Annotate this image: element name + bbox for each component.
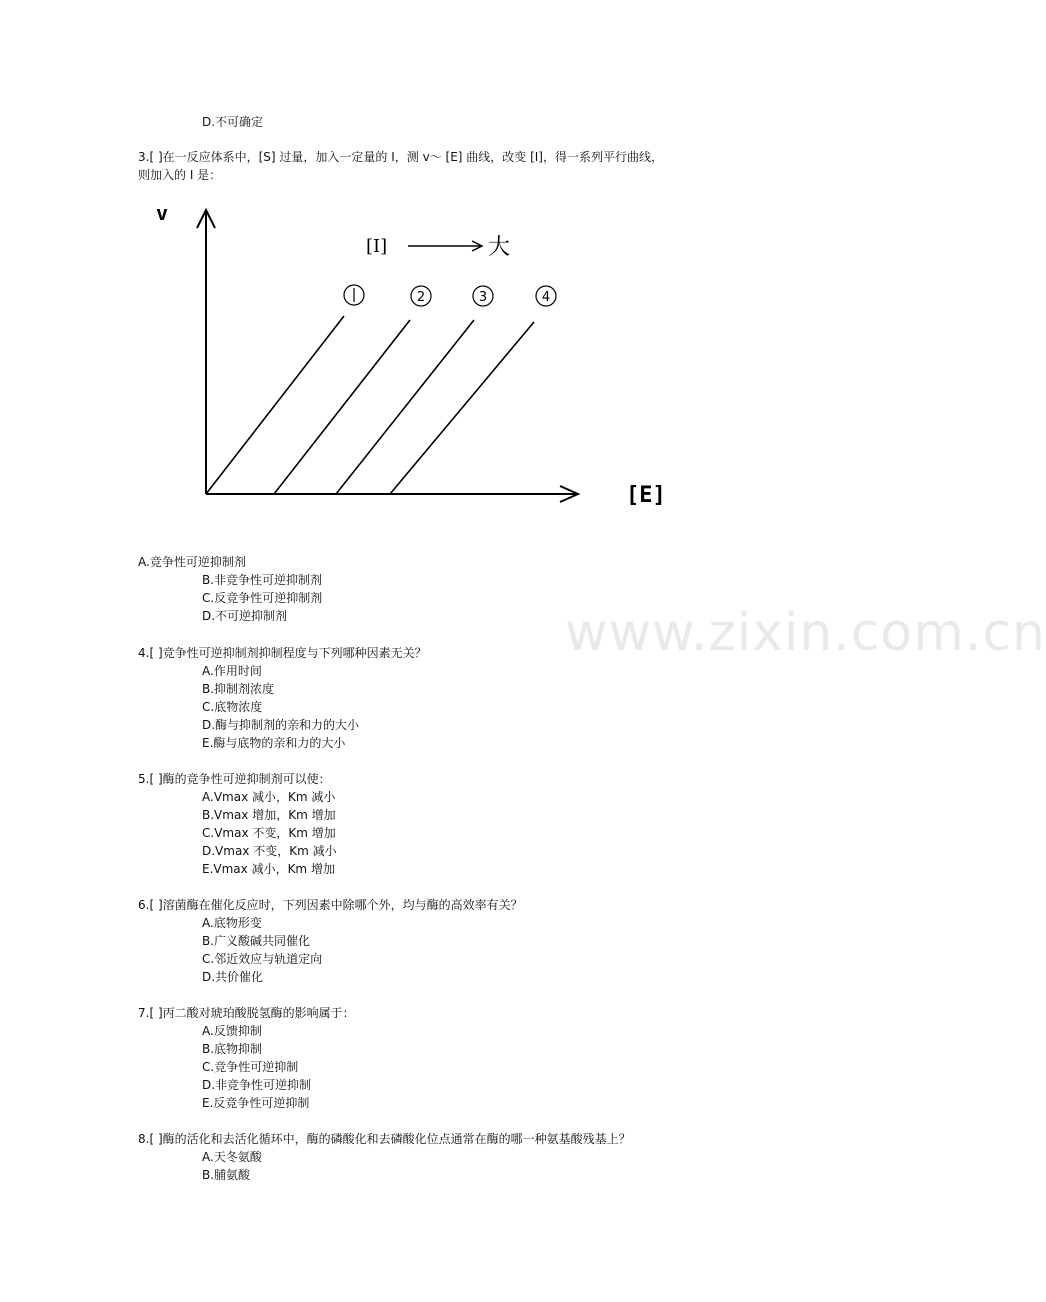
- q4-option-e: E.酶与底物的亲和力的大小: [202, 736, 346, 750]
- curve-3-marker: [473, 286, 493, 306]
- watermark: www.zixin.com.cn: [565, 603, 1046, 663]
- curve-1-marker: [344, 285, 364, 305]
- q5-option-e: E.Vmax 减小，Km 增加: [202, 862, 335, 876]
- q4-option-a: A.作用时间: [202, 664, 262, 678]
- q4-option-d: D.酶与抑制剂的亲和力的大小: [202, 718, 360, 732]
- q3-option-d: D.不可逆抑制剂: [202, 609, 288, 623]
- q6-option-d: D.共价催化: [202, 970, 264, 984]
- q7-option-c: C.竞争性可逆抑制: [202, 1060, 299, 1074]
- q5-option-b: B.Vmax 增加，Km 增加: [202, 808, 336, 822]
- curve-2-marker: [411, 286, 431, 306]
- q4-option-c: C.底物浓度: [202, 700, 263, 714]
- question-3-figure: [150, 198, 670, 518]
- svg-text:3: 3: [478, 290, 488, 305]
- curve-2: [274, 320, 410, 494]
- svg-text:4: 4: [541, 290, 551, 305]
- x-axis-label: [E]: [626, 483, 666, 508]
- q6-option-a: A.底物形变: [202, 916, 262, 930]
- curve-4: [390, 322, 534, 494]
- q5-option-a: A.Vmax 减小，Km 减小: [202, 790, 336, 804]
- q7-option-e: E.反竞争性可逆抑制: [202, 1096, 310, 1110]
- q7-option-a: A.反馈抑制: [202, 1024, 262, 1038]
- q8-option-b: B.脯氨酸: [202, 1168, 251, 1182]
- q3-option-a: A.竞争性可逆抑制剂: [138, 555, 246, 569]
- q7-option-b: B.底物抑制: [202, 1042, 263, 1056]
- q3-option-b: B.非竞争性可逆抑制剂: [202, 573, 323, 587]
- q3-option-c: C.反竞争性可逆抑制剂: [202, 591, 323, 605]
- curve-4-marker: [536, 286, 556, 306]
- curve-3: [336, 320, 474, 494]
- q8-option-a: A.天冬氨酸: [202, 1150, 262, 1164]
- svg-text:2: 2: [416, 290, 426, 305]
- y-axis-label: v: [156, 201, 169, 225]
- q6-option-c: C.邻近效应与轨道定向: [202, 952, 323, 966]
- question-8-stem: 8.[ ]酶的活化和去活化循环中，酶的磷酸化和去磷酸化位点通常在酶的哪一种氨基酸残基上？: [138, 1132, 631, 1146]
- question-6-stem: 6.[ ]溶菌酶在催化反应时，下列因素中除哪个外，均与酶的高效率有关？: [138, 898, 523, 912]
- question-5-stem: 5.[ ]酶的竞争性可逆抑制剂可以使：: [138, 772, 331, 786]
- curve-1: [206, 316, 344, 494]
- q5-option-d: D.Vmax 不变，Km 减小: [202, 844, 337, 858]
- q6-option-b: B.广义酸碱共同催化: [202, 934, 311, 948]
- question-3-stem-line1: 3.[ ]在一反应体系中，[S] 过量，加入一定量的 I，测 v～ [E] 曲线，改变 [I]，得一系列平行曲线，: [138, 150, 663, 164]
- question-4-stem: 4.[ ]竞争性可逆抑制剂抑制程度与下列哪种因素无关？: [138, 646, 427, 660]
- increase-label: 大: [488, 235, 511, 260]
- q5-option-c: C.Vmax 不变，Km 增加: [202, 826, 336, 840]
- q7-option-d: D.非竞争性可逆抑制: [202, 1078, 312, 1092]
- inhibitor-label: [I]: [366, 236, 388, 257]
- option-d-previous: D.不可确定: [202, 115, 264, 129]
- q4-option-b: B.抑制剂浓度: [202, 682, 275, 696]
- question-7-stem: 7.[ ]丙二酸对琥珀酸脱氢酶的影响属于：: [138, 1006, 355, 1020]
- question-3-stem-line2: 则加入的 I 是：: [138, 168, 222, 182]
